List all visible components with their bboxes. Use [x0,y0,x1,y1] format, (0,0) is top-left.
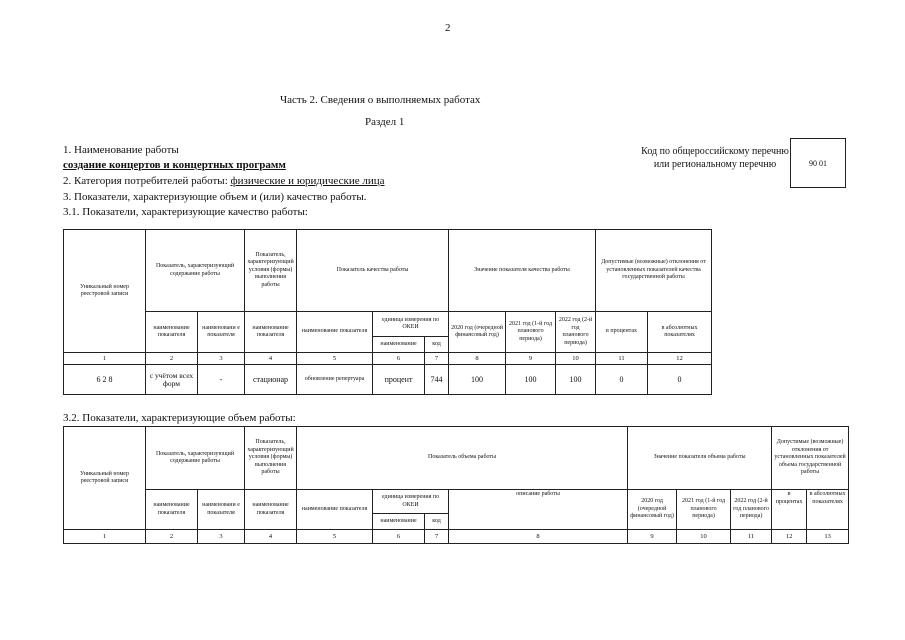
vt-col-number: 8 [449,530,628,544]
quality-table [63,229,712,395]
vt-h-name-ind-2: наименовани е показателя [198,490,245,530]
vt-h-value: Значение показателя объема работы [628,427,772,490]
vt-col-numbers-row [64,530,849,544]
qt-col-number: 2 [146,353,198,365]
vt-col-number: 6 [373,530,425,544]
qt-h-absolute: в абсолютных показателях [648,312,712,353]
qt-cell-2022: 100 [556,365,596,395]
vt-col-number: 12 [772,530,807,544]
vt-h-unit-code: код [425,514,449,530]
qt-col-number: 5 [297,353,373,365]
table-row [64,365,712,395]
qt-col-numbers-row [64,353,712,365]
qt-col-number: 1 [64,353,146,365]
qt-h-year-2022: 2022 год (2-й год планового периода) [556,312,596,353]
vt-h-name-ind-1: наименование показателя [146,490,198,530]
qt-cell-percent: 0 [596,365,648,395]
qt-col-number: 8 [449,353,506,365]
volume-table [63,426,849,544]
qt-col-number: 6 [373,353,425,365]
qt-h-unit-code: код [425,337,449,353]
qt-h-name-ind-1: наименование показателя [146,312,198,353]
vt-h-year-2021: 2021 год (1-й год планового периода) [677,490,731,530]
qt-h-unique: Уникальный номер реестровой записи [64,230,146,353]
vt-col-number: 7 [425,530,449,544]
code-label: Код по общероссийскому перечню или региональному перечню [641,146,789,170]
vt-h-unit: единица измерения по ОКЕИ [373,490,449,514]
vt-h-name-ind-4: наименование показателя [297,490,373,530]
vt-col-number: 1 [64,530,146,544]
qt-cell-unit-name: процент [373,365,425,395]
qt-cell-condition: стационар [245,365,297,395]
qt-h-name-ind-3: наименование показателя [245,312,297,353]
code-value: 90 01 [809,158,827,168]
qt-h-percent: в процентах [596,312,648,353]
qt-h-deviation: Допустимые (возможные) отклонения от установленных показателей качества государственной работы [596,230,712,312]
qt-h-name-ind-2: наименовани е показателя [198,312,245,353]
work-name-value: создание концертов и концертных программ [63,159,286,171]
vt-h-percent: в процентах [772,490,807,530]
qt-h-year-2021: 2021 год (1-й год планового периода) [506,312,556,353]
work-name-label: 1. Наименование работы [63,144,179,156]
vt-col-number: 9 [628,530,677,544]
qt-col-number: 3 [198,353,245,365]
vt-h-volume: Показатель объема работы [297,427,628,490]
code-box [790,138,846,188]
vt-col-number: 13 [807,530,849,544]
quality-label: 3.1. Показатели, характеризующие качество работы: [63,206,308,218]
qt-cell-content-2: - [198,365,245,395]
qt-col-number: 12 [648,353,712,365]
qt-cell-absolute: 0 [648,365,712,395]
consumer-value: физические и юридические лица [230,175,385,187]
vt-h-absolute: в абсолютных показателях [807,490,849,530]
vt-h-content: Показатель, характеризующий содержание работы [146,427,245,490]
qt-col-number: 11 [596,353,648,365]
qt-h-name-ind-4: наименование показателя [297,312,373,353]
vt-h-unit-name: наименование [373,514,425,530]
qt-col-number: 10 [556,353,596,365]
qt-h-content: Показатель, характеризующий содержание работы [146,230,245,312]
qt-cell-indicator: обновление репертуара [297,365,373,395]
qt-cell-unit-code: 744 [425,365,449,395]
volume-label: 3.2. Показатели, характеризующие объем работы: [63,412,296,424]
vt-h-name-ind-3: наименование показателя [245,490,297,530]
vt-col-number: 4 [245,530,297,544]
vt-col-number: 11 [731,530,772,544]
qt-col-number: 9 [506,353,556,365]
vt-h-deviation: Допустимые (возможные) отклонения от установленных показателей объема государственной работы [772,427,849,490]
qt-h-quality: Показатель качества работы [297,230,449,312]
vt-h-unique: Уникальный номер реестровой записи [64,427,146,530]
vt-col-number: 10 [677,530,731,544]
qt-h-condition: Показатель, характеризующий условия (формы) выполнения работы [245,230,297,312]
vt-h-year-2020: 2020 год (очередной финансовый год) [628,490,677,530]
vt-col-number: 3 [198,530,245,544]
qt-cell-content: с учётом всех форм [146,365,198,395]
qt-col-number: 7 [425,353,449,365]
qt-col-number: 4 [245,353,297,365]
qt-h-unit: единица измерения по ОКЕИ [373,312,449,337]
qt-h-year-2020: 2020 год (очередной финансовый год) [449,312,506,353]
section-title: Раздел 1 [365,116,405,128]
vt-col-number: 5 [297,530,373,544]
page-number: 2 [445,22,451,34]
qt-cell-2021: 100 [506,365,556,395]
qt-h-unit-name: наименование [373,337,425,353]
consumer-line [63,175,384,187]
vt-col-number: 2 [146,530,198,544]
consumer-label: 2. Категория потребителей работы: [63,175,231,187]
indicators-label: 3. Показатели, характеризующие объем и (или) качество работы. [63,191,367,203]
vt-h-year-2022: 2022 год (2-й год планового периода) [731,490,772,530]
qt-cell-2020: 100 [449,365,506,395]
qt-h-value: Значение показателя качества работы [449,230,596,312]
vt-h-description: описание работы [449,490,628,530]
qt-cell-unique: 6 2 8 [64,365,146,395]
vt-h-condition: Показатель, характеризующий условия (формы) выполнения работы [245,427,297,490]
part-title: Часть 2. Сведения о выполняемых работах [280,94,481,106]
